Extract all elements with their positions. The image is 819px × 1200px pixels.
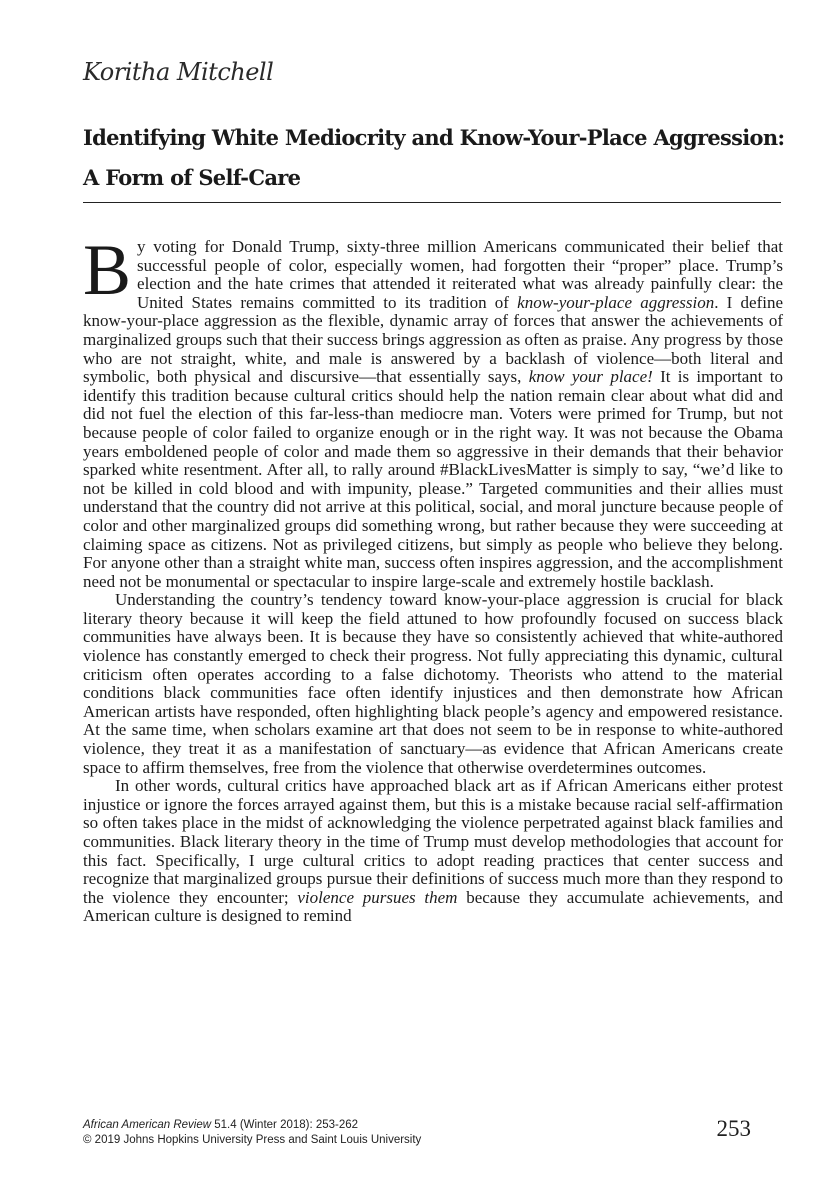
- paragraph-3-text-b: because they accumulate achievements, and American culture is designed to remind: [83, 887, 783, 926]
- copyright-line: © 2019 Johns Hopkins University Press and Saint Louis University: [83, 1134, 422, 1146]
- drop-cap: B: [83, 230, 132, 310]
- paragraph-1-text-c: It is important to identify this tradition because cultural critics should help the nation remain clear about what did and did not fuel the election of this far-less-than mediocre man. Voters were primed for Trump, but not because people of color failed to organize enough or in the right way. It was not because the Obama years emboldened people of color and made them so aggressive in their demands that their behavior sparked white resentment. After all, to rally around #BlackLivesMatter is simply to say, “we’d like to not be killed in cold blood and with impunity, please.” Targeted communities and their allies must understand that the country did not arrive at this political, social, and moral juncture because people of color and other marginalized groups did something wrong, but rather because they were succeeding at claiming space as citizens. Not as privileged citizens, but simply as people who believe they belong. For anyone other than a straight white man, success often inspires aggression, and the accomplishment need not be monumental or spectacular to inspire large-scale and extremely hostile backlash.: [83, 367, 783, 591]
- article-title-line-2: A Form of Self-Care: [83, 165, 301, 190]
- paragraph-1-text-b: . I define know-your-place aggression as the flexible, dynamic array of forces that answer the achievements of marginalized groups such that their success brings aggression as often as praise. Any progress by those who are not straight, white, and male is answered by a backlash of violence—both literal and symbolic, both physical and discursive—that essentially says,: [83, 292, 784, 387]
- article-title: [83, 118, 803, 198]
- article-title-line-1: Identifying White Mediocrity and Know-Your-Place Aggression:: [83, 125, 785, 150]
- page-number: 253: [716, 1116, 751, 1141]
- author-name: Koritha Mitchell: [83, 58, 274, 86]
- article-body: [83, 230, 784, 926]
- citation-line: [83, 1118, 421, 1133]
- journal-name: African American Review: [83, 1119, 212, 1131]
- paragraph-2: Understanding the country’s tendency toward know-your-place aggression is crucial for black literary theory because it will keep the field attuned to how profoundly focused on success black communities have always been. It is because they have so consistently achieved that white-authored violence has constantly emerged to check their progress. Not fully appreciating this dynamic, cultural criticism often operates according to a false dichotomy. Theorists who attend to the material conditions black communities face often identify injustices and then demonstrate how African American artists have responded, often highlighting black people’s agency and empowered resistance. At the same time, when scholars examine art that does not seem to be in response to white-authored violence, they treat it as a manifestation of sanctuary—as evidence that African Americans create space to affirm themselves, free from the violence that otherwise overdetermines outcomes.: [83, 590, 783, 777]
- paragraph-1-text-a: y voting for Donald Trump, sixty-three million Americans communicated their belief that successful people of color, especially women, had forgotten their “proper” place. Trump’s election and the hate crimes that attended it reiterated what was already painfully clear: the United States remains committed to its tradition of: [137, 237, 783, 312]
- paragraph-3-text-a: In other words, cultural critics have approached black art as if African Americans either protest injustice or ignore the forces arrayed against them, but this is a mistake because racial self-affirmation so often takes place in the midst of acknowledging the violence perpetrated against black families and communities. Black literary theory in the time of Trump must develop methodologies that account for this fact. Specifically, I urge cultural critics to adopt reading practices that center success and recognize that marginalized groups pursue their definitions of success much more than they respond to the violence they encounter;: [83, 776, 783, 907]
- paragraph-1: [83, 230, 784, 591]
- paragraph-3-emphasis: violence pursues them: [297, 887, 458, 907]
- citation-footer: [83, 1118, 421, 1148]
- journal-issue: 51.4 (Winter 2018): 253-262: [211, 1119, 359, 1131]
- paragraph-3: [83, 777, 783, 926]
- paragraph-1-emphasis-1: know-your-place aggression: [517, 292, 715, 312]
- title-divider: [83, 202, 781, 203]
- paragraph-1-emphasis-2: know your place!: [528, 367, 653, 387]
